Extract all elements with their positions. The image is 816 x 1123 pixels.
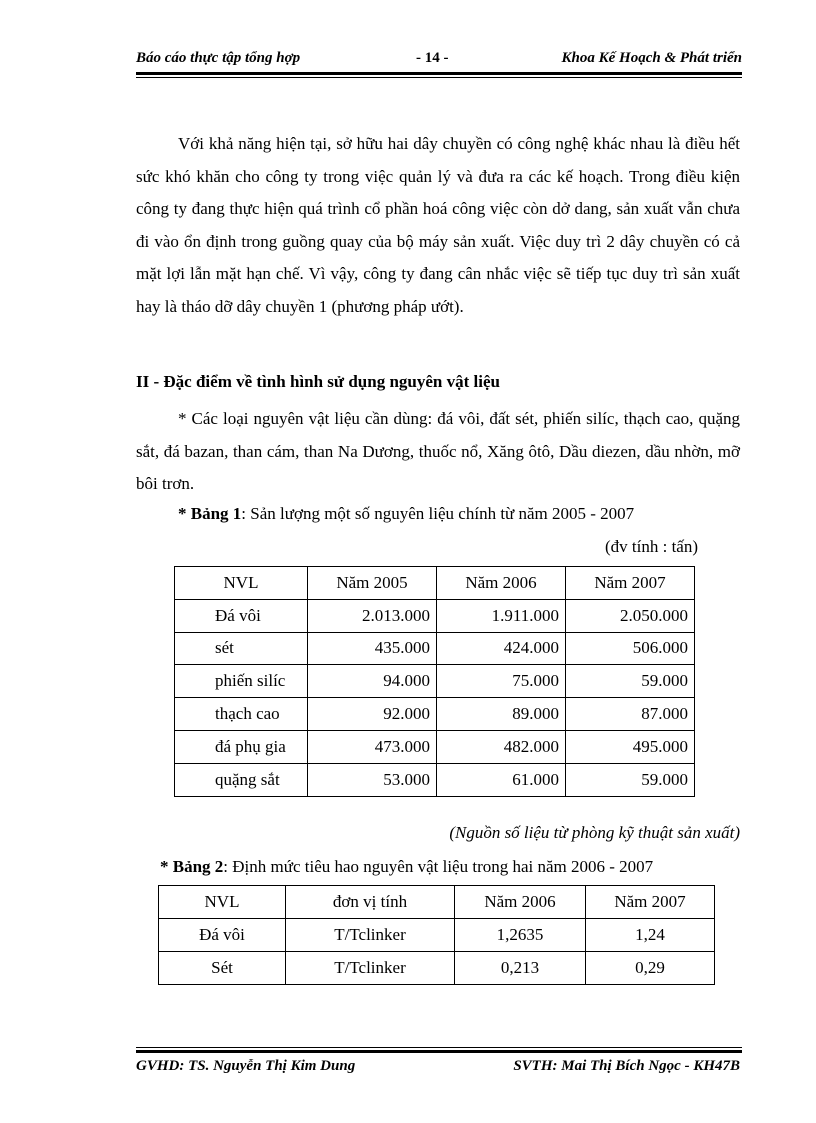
table-cell: 2.013.000 <box>308 599 437 632</box>
table-cell: 473.000 <box>308 730 437 763</box>
table-cell: 424.000 <box>437 632 566 665</box>
table1-unit: (đv tính : tấn) <box>604 537 698 556</box>
table-cell: Sét <box>159 952 286 985</box>
table-row <box>175 698 695 731</box>
table-row <box>175 599 695 632</box>
footer-rule-thin <box>136 1047 742 1048</box>
table-cell: 75.000 <box>437 665 566 698</box>
table-cell: quặng sắt <box>175 763 308 796</box>
table-cell: 482.000 <box>437 730 566 763</box>
table1-caption-text: : Sản lượng một số nguyên liệu chính từ năm 2005 - 2007 <box>241 504 635 523</box>
table-header-cell: Năm 2006 <box>455 886 586 919</box>
table2-caption-label: * Bảng 2 <box>160 857 224 876</box>
table-cell: 2.050.000 <box>566 599 695 632</box>
intro-paragraph: Với khả năng hiện tại, sở hữu hai dây chuyền có công nghệ khác nhau là điều hết sức khó khăn cho công ty trong việc quản lý và đưa ra các kế hoạch. Trong điều kiện công ty đang thực hiện quá trình cổ phần hoá công việc còn dở dang, sản xuất vẫn chưa đi vào ổn định trong guồng quay của bộ máy sản xuất. Việc duy trì 2 dây chuyền có cả mặt lợi lẫn mặt hạn chế. Vì vậy, công ty đang cân nhắc việc sẽ tiếp tục duy trì sản xuất hay là tháo dỡ dây chuyền 1 (phương pháp ướt). <box>136 134 740 316</box>
table-cell: 61.000 <box>437 763 566 796</box>
table2 <box>158 885 715 985</box>
table-header-cell: Năm 2006 <box>437 567 566 600</box>
table1-caption <box>178 504 634 524</box>
table-row <box>175 665 695 698</box>
table-header-cell: Năm 2007 <box>566 567 695 600</box>
header-report-title: Báo cáo thực tập tổng hợp <box>136 50 301 66</box>
table-cell: 94.000 <box>308 665 437 698</box>
table-row <box>159 952 715 985</box>
table-header-row <box>175 567 695 600</box>
table-cell: T/Tclinker <box>286 919 455 952</box>
table-cell: 53.000 <box>308 763 437 796</box>
footer-supervisor: GVHD: TS. Nguyễn Thị Kim Dung <box>136 1058 356 1074</box>
table1 <box>174 566 695 797</box>
table-header-cell: Năm 2005 <box>308 567 437 600</box>
table1-caption-label: * Bảng 1 <box>178 504 242 523</box>
table-cell: Đá vôi <box>175 599 308 632</box>
table-row <box>159 919 715 952</box>
header-rule-thick <box>136 72 742 75</box>
table-row <box>175 763 695 796</box>
table-cell: 59.000 <box>566 665 695 698</box>
materials-paragraph: * Các loại nguyên vật liệu cần dùng: đá vôi, đất sét, phiến silíc, thạch cao, quặng sắt, đá bazan, than cám, than Na Dương, thuốc nổ, Xăng ôtô, Dầu diezen, dầu nhờn, mỡ bôi trơn. <box>136 409 740 494</box>
table-cell: phiến silíc <box>175 665 308 698</box>
table2-caption-text: : Định mức tiêu hao nguyên vật liệu trong hai năm 2006 - 2007 <box>223 857 654 876</box>
table-cell: 89.000 <box>437 698 566 731</box>
table-cell: 59.000 <box>566 763 695 796</box>
header-faculty: Khoa Kế Hoạch & Phát triển <box>561 50 742 66</box>
table-cell: sét <box>175 632 308 665</box>
table-header-cell: đơn vị tính <box>286 886 455 919</box>
table2-caption <box>160 857 653 877</box>
table-cell: Đá vôi <box>159 919 286 952</box>
table-cell: 495.000 <box>566 730 695 763</box>
table-header-cell: NVL <box>175 567 308 600</box>
page-header <box>136 48 742 70</box>
table1-source-note: (Nguồn số liệu từ phòng kỹ thuật sản xuất) <box>449 823 740 842</box>
table-row <box>175 730 695 763</box>
table-cell: T/Tclinker <box>286 952 455 985</box>
footer-student: SVTH: Mai Thị Bích Ngọc - KH47B <box>513 1058 740 1074</box>
table-cell: 506.000 <box>566 632 695 665</box>
table-cell: 92.000 <box>308 698 437 731</box>
table-cell: 1.911.000 <box>437 599 566 632</box>
table-cell: đá phụ gia <box>175 730 308 763</box>
table-cell: 1,24 <box>586 919 715 952</box>
table-cell: 0,29 <box>586 952 715 985</box>
header-page-number: - 14 - <box>416 50 449 66</box>
table-header-cell: NVL <box>159 886 286 919</box>
table-cell: 435.000 <box>308 632 437 665</box>
footer-rule-thick <box>136 1050 742 1053</box>
section-heading: II - Đặc điểm về tình hình sử dụng nguyên vật liệu <box>136 372 500 391</box>
table-cell: 1,2635 <box>455 919 586 952</box>
table-header-cell: Năm 2007 <box>586 886 715 919</box>
header-rule-thin <box>136 77 742 78</box>
table-cell: 0,213 <box>455 952 586 985</box>
table-row <box>175 632 695 665</box>
table-header-row <box>159 886 715 919</box>
table-cell: thạch cao <box>175 698 308 731</box>
table-cell: 87.000 <box>566 698 695 731</box>
